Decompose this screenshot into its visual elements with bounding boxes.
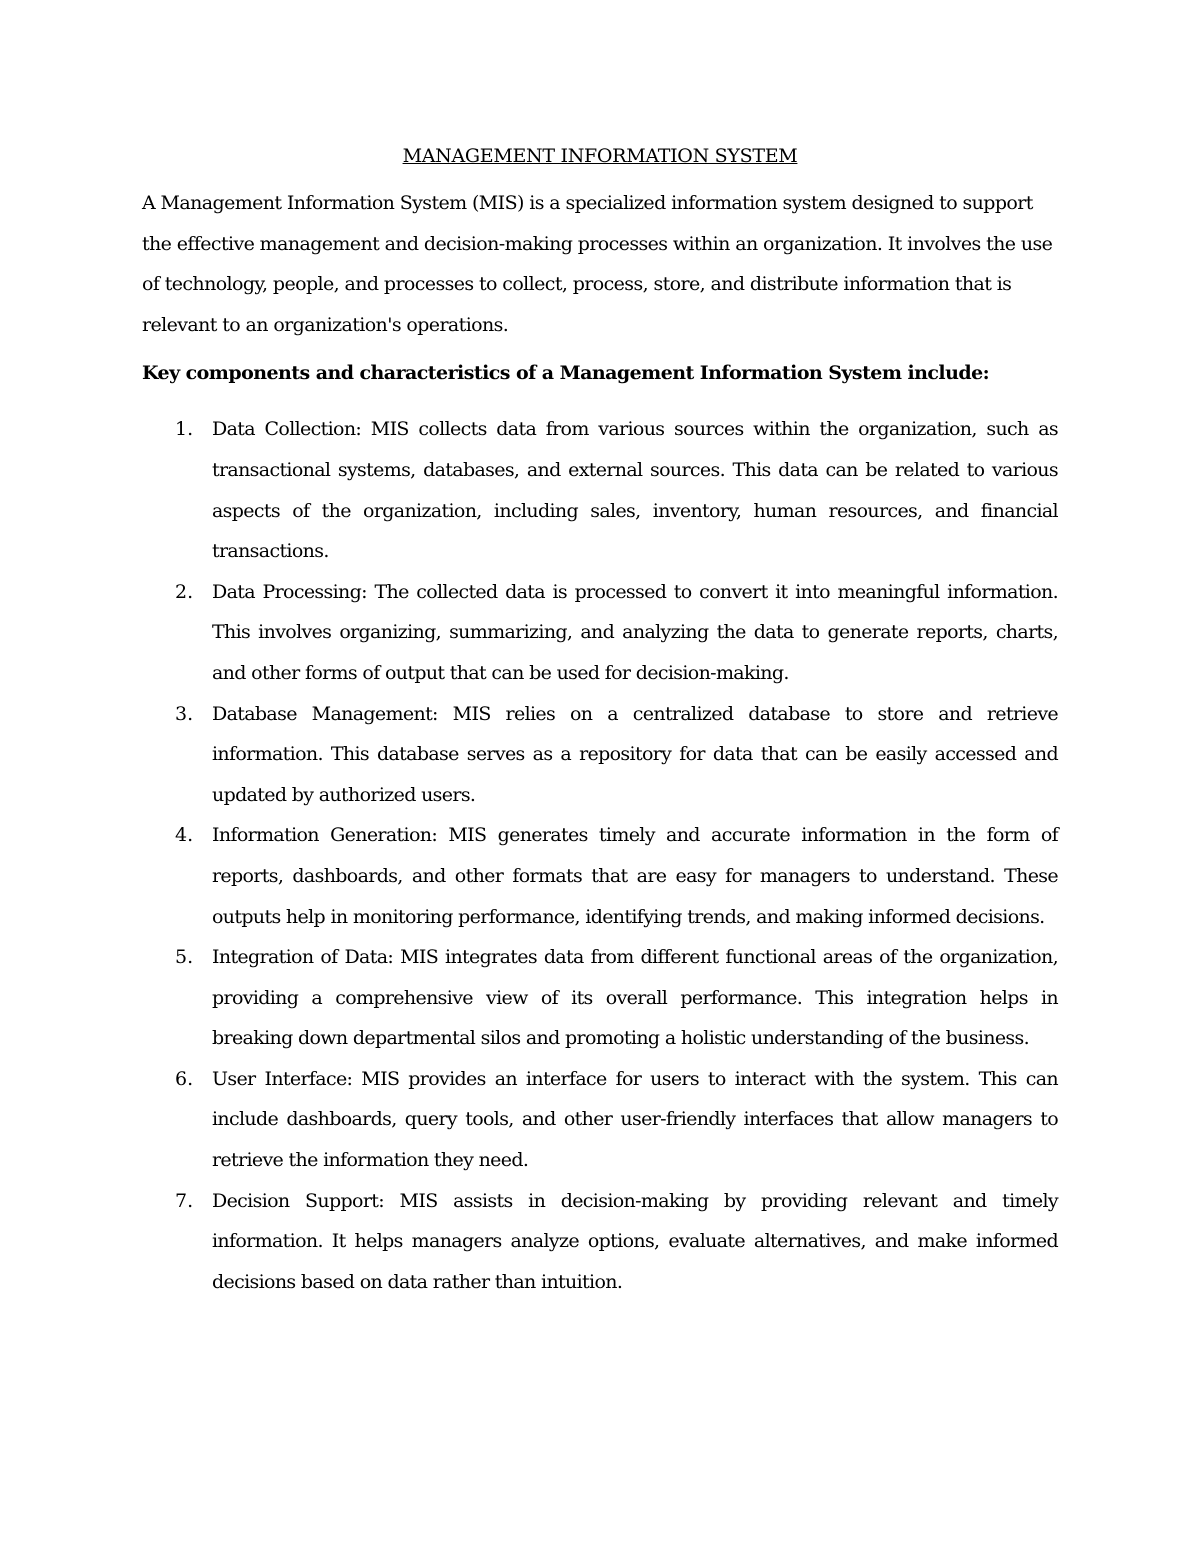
list-item [142, 1181, 1058, 1303]
document-title: MANAGEMENT INFORMATION SYSTEM [402, 145, 798, 167]
list-item [142, 937, 1058, 1059]
list-item-text: Integration of Data: MIS integrates data from different functional areas of the organization, providing a comprehensive view of its overall performance. This integration helps in breaking down departmental silos and promoting a holistic understanding of the business. [212, 946, 1058, 1050]
components-list [142, 409, 1058, 1302]
list-item-text: User Interface: MIS provides an interface for users to interact with the system. This can include dashboards, query tools, and other user-friendly interfaces that allow managers to retrieve the information they need. [212, 1067, 1058, 1172]
list-item-number: 2. [175, 580, 194, 603]
list-item [142, 409, 1058, 571]
list-item-number: 5. [175, 946, 194, 969]
list-item [142, 694, 1058, 816]
list-item [142, 1059, 1058, 1181]
section-subheading: Key components and characteristics of a Management Information System include: [142, 362, 990, 385]
list-item-number: 1. [175, 418, 194, 441]
list-item-number: 3. [175, 702, 194, 725]
list-item [142, 815, 1058, 937]
list-item-text: Data Processing: The collected data is processed to convert it into meaningful information. This involves organizing, summarizing, and analyzing the data to generate reports, charts, and other forms of output that can be used for decision-making. [212, 580, 1058, 684]
list-item [142, 572, 1058, 694]
list-item-number: 6. [175, 1067, 194, 1090]
intro-paragraph: A Management Information System (MIS) is a specialized information system designed to support the effective management and decision-making processes within an organization. It involves the use of technology, people, and processes to collect, process, store, and distribute information that is relevant to an organization's operations. [142, 192, 1053, 336]
list-item-text: Decision Support: MIS assists in decision-making by providing relevant and timely information. It helps managers analyze options, evaluate alternatives, and make informed decisions based on data rather than intuition. [212, 1189, 1058, 1293]
list-item-number: 7. [175, 1189, 194, 1212]
list-item-number: 4. [175, 824, 194, 847]
list-item-text: Data Collection: MIS collects data from various sources within the organization, such as transactional systems, databases, and external sources. This data can be related to various aspects of the organization, including sales, inventory, human resources, and financial transactions. [212, 418, 1058, 563]
list-item-text: Information Generation: MIS generates timely and accurate information in the form of reports, dashboards, and other formats that are easy for managers to understand. These outputs help in monitoring performance, identifying trends, and making informed decisions. [212, 824, 1058, 928]
list-item-text: Database Management: MIS relies on a centralized database to store and retrieve information. This database serves as a repository for data that can be easily accessed and updated by authorized users. [212, 702, 1058, 806]
document-body [142, 140, 1058, 1302]
